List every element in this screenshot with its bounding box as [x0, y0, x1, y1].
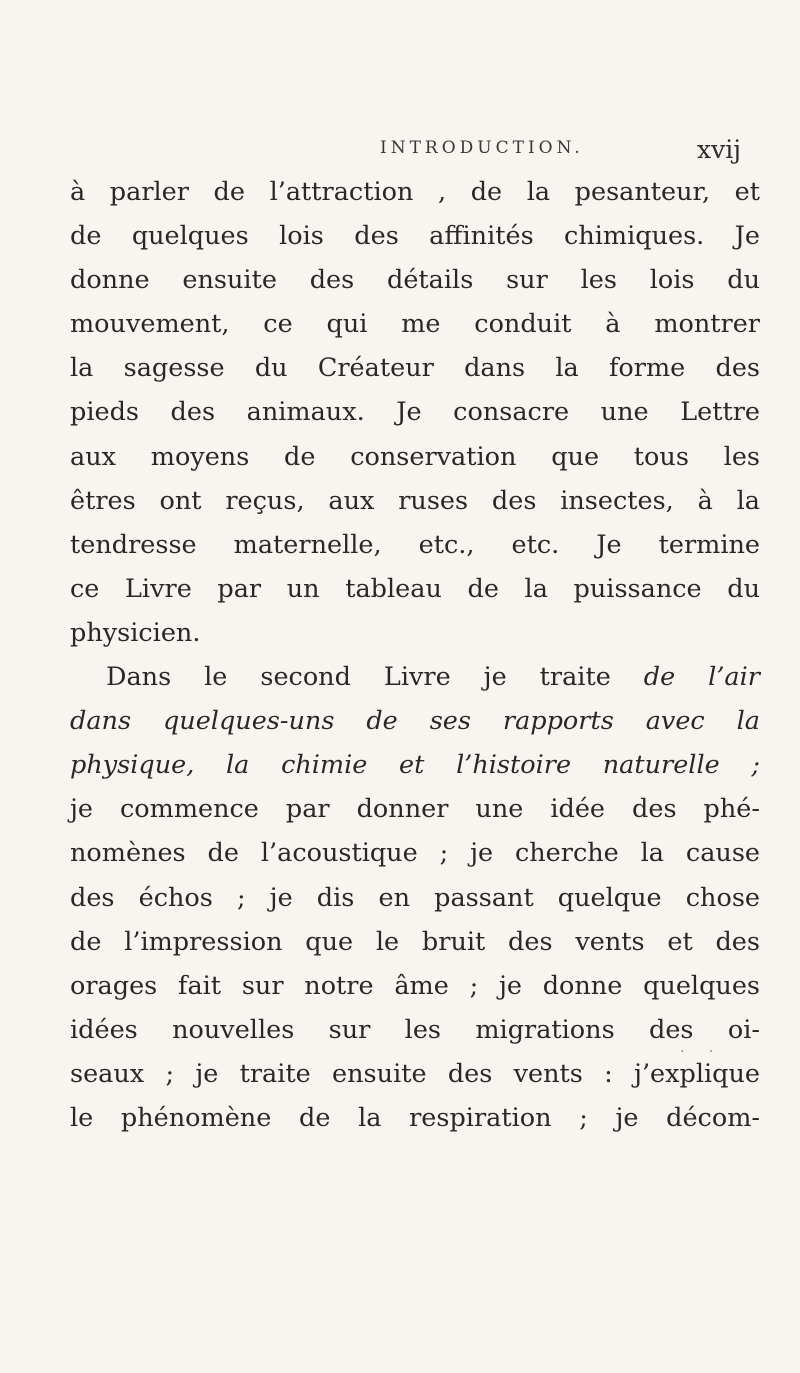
text-line: idées nouvelles sur les migrations des oi-: [70, 1014, 760, 1045]
running-head: [0, 135, 800, 168]
text-line: physique, la chimie et l’histoire naturelle ;: [70, 750, 760, 781]
text-line: pieds des animaux. Je consacre une Lettre: [70, 397, 760, 428]
text-line: de quelques lois des affinités chimiques. Je: [70, 221, 760, 252]
text-line: nomènes de l’acoustique ; je cherche la cause: [70, 838, 760, 869]
page-number: xvij: [697, 135, 741, 164]
text-line: orages fait sur notre âme ; je donne quelques: [70, 970, 760, 1001]
text-line: des échos ; je dis en passant quelque chose: [70, 882, 760, 913]
text-line: Dans le second Livre je traite de l’air: [106, 662, 760, 693]
body-text: [70, 170, 760, 1140]
text-line: le phénomène de la respiration ; je décom-: [70, 1102, 760, 1133]
text-line: je commence par donner une idée des phé-: [70, 794, 760, 825]
text-line: ce Livre par un tableau de la puissance du: [70, 573, 760, 604]
text-line: mouvement, ce qui me conduit à montrer: [70, 309, 760, 340]
text-line: la sagesse du Créateur dans la forme des: [70, 353, 760, 384]
text-line: donne ensuite des détails sur les lois du: [70, 265, 760, 296]
text-line: seaux ; je traite ensuite des vents : j’explique: [70, 1058, 760, 1089]
text-line: à parler de l’attraction , de la pesanteur, et: [70, 177, 760, 207]
text-line: tendresse maternelle, etc., etc. Je termine: [70, 529, 760, 560]
text-line: aux moyens de conservation que tous les: [70, 441, 760, 472]
text-line: de l’impression que le bruit des vents et des: [70, 926, 760, 957]
text-line: êtres ont reçus, aux ruses des insectes, à la: [70, 485, 760, 516]
text-line: physicien.: [70, 617, 201, 648]
text-line: dans quelques-uns de ses rapports avec la: [70, 706, 760, 737]
italic-phrase: de l’air: [643, 662, 760, 693]
ink-specks: · ·: [680, 1044, 724, 1060]
running-head-title: INTRODUCTION.: [380, 138, 584, 158]
